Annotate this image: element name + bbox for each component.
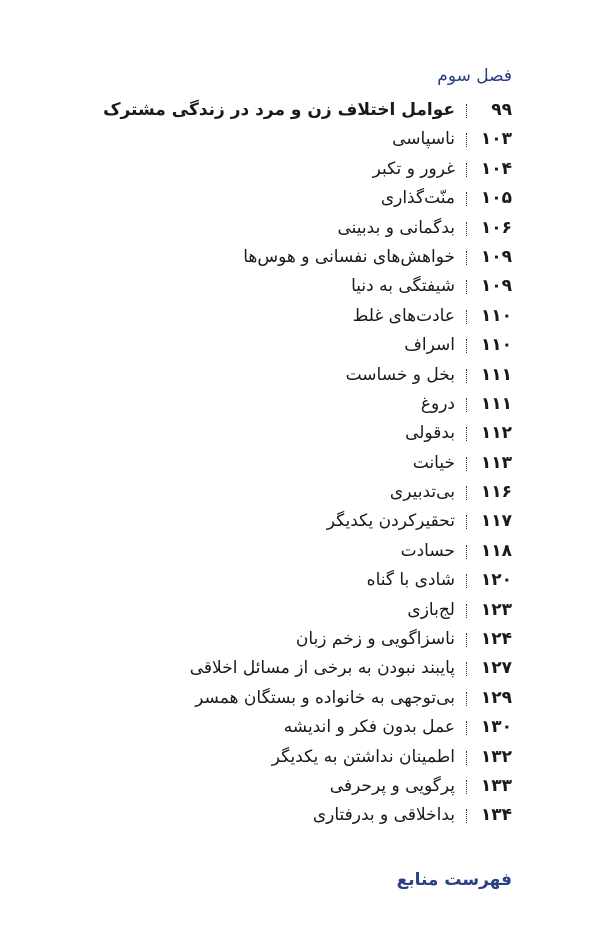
toc-entry-separator [466,545,467,559]
toc-entry-title: لج‌بازی [407,599,455,620]
toc-entry-separator [466,780,467,794]
toc-entry [0,331,600,360]
toc-entry-title: شادی با گناه [366,570,455,591]
toc-entry-title: بی‌تدبیری [389,482,455,503]
toc-entry-title: بدقولی [405,423,455,444]
toc-entry [0,184,600,213]
toc-entry [0,507,600,536]
toc-entry-title: بداخلاقی و بدرفتاری [312,805,455,826]
toc-entry-separator [466,721,467,735]
toc-entry-title: عمل بدون فکر و اندیشه [283,717,455,738]
toc-entry-page-number: ۱۲۴ [480,629,512,650]
toc-entry-page-number: ۱۰۹ [480,276,512,297]
toc-entry-separator [466,369,467,383]
toc-entry [0,772,600,801]
toc-entry [0,566,600,595]
toc-entry [0,243,600,272]
toc-entry-separator [466,251,467,265]
toc-entry [0,478,600,507]
toc-entry [0,654,600,683]
toc-entry-page-number: ۱۱۶ [480,482,512,503]
toc-entry-title: اطمینان نداشتن به یکدیگر [271,746,455,767]
toc-list [0,96,600,831]
toc-entry-title: عادت‌های غلط [352,305,455,326]
toc-entry-page-number: ۱۰۹ [480,246,512,267]
toc-entry [0,96,600,125]
toc-entry-page-number: ۱۰۴ [480,158,512,179]
toc-entry-separator [466,809,467,823]
toc-entry-title: خواهش‌های نفسانی و هوس‌ها [243,246,455,267]
toc-entry-page-number: ۱۱۷ [480,511,512,532]
toc-entry-title: شیفتگی به دنیا [351,276,455,297]
toc-entry [0,449,600,478]
toc-entry-separator [466,280,467,294]
toc-entry-page-number: ۱۳۰ [480,717,512,738]
toc-entry [0,361,600,390]
toc-entry-separator [466,133,467,147]
toc-entry-page-number: ۱۰۶ [480,217,512,238]
toc-entry-page-number: ۱۳۳ [480,775,512,796]
toc-entry [0,155,600,184]
toc-entry-separator [466,163,467,177]
toc-entry-separator [466,633,467,647]
chapter-heading: فصل سوم [437,66,512,86]
toc-entry-title: بی‌توجهی به خانواده و بستگان همسر [195,687,455,708]
toc-entry [0,419,600,448]
toc-entry-page-number: ۱۲۳ [480,599,512,620]
toc-entry-separator [466,222,467,236]
toc-entry-page-number: ۱۰۵ [480,188,512,209]
toc-entry-page-number: ۱۱۱ [480,393,512,414]
toc-entry-title: بدگمانی و بدبینی [337,217,455,238]
toc-entry-separator [466,692,467,706]
toc-entry-page-number: ۱۲۰ [480,570,512,591]
toc-entry-page-number: ۱۱۱ [480,364,512,385]
toc-entry-separator [466,662,467,676]
toc-entry-page-number: ۱۲۹ [480,687,512,708]
toc-entry-title: ناسپاسی [392,129,455,150]
toc-entry-page-number: ۱۱۰ [480,305,512,326]
toc-entry-separator [466,604,467,618]
toc-entry [0,390,600,419]
toc-entry-separator [466,515,467,529]
toc-entry-page-number: ۱۰۳ [480,129,512,150]
toc-entry-page-number: ۱۱۰ [480,335,512,356]
toc-entry-title: غرور و تکبر [372,158,455,179]
toc-entry-separator [466,339,467,353]
toc-entry-title: ناسزاگویی و زخم زبان [295,629,455,650]
toc-entry-separator [466,751,467,765]
toc-entry [0,625,600,654]
toc-entry-title: حسادت [400,540,455,561]
toc-entry-title: عوامل اختلاف زن و مرد در زندگی مشترک [103,100,455,120]
toc-entry-title: دروغ [420,393,455,414]
toc-entry-title: بخل و خساست [345,364,455,385]
toc-entry-separator [466,427,467,441]
toc-entry [0,801,600,830]
toc-entry [0,684,600,713]
toc-entry [0,537,600,566]
toc-entry-page-number: ۱۱۳ [480,452,512,473]
toc-entry-separator [466,104,467,118]
toc-entry-title: خیانت [412,452,455,473]
toc-entry-title: پایبند نبودن به برخی از مسائل اخلاقی [189,658,455,679]
toc-entry-title: منّت‌گذاری [380,188,455,209]
toc-entry [0,214,600,243]
toc-entry [0,302,600,331]
toc-entry-title: تحقیرکردن یکدیگر [326,511,455,532]
toc-entry-separator [466,457,467,471]
toc-entry [0,596,600,625]
toc-entry-title: پرگویی و پرحرفی [329,775,455,796]
sources-heading: فهرست منابع [396,870,512,890]
toc-entry [0,713,600,742]
toc-entry-separator [466,192,467,206]
toc-entry-page-number: ۱۳۴ [480,805,512,826]
toc-entry-separator [466,310,467,324]
toc-entry-page-number: ۱۱۲ [480,423,512,444]
toc-entry [0,743,600,772]
toc-entry [0,125,600,154]
toc-entry-page-number: ۱۲۷ [480,658,512,679]
toc-entry-page-number: ۱۱۸ [480,540,512,561]
toc-entry [0,272,600,301]
toc-entry-separator [466,486,467,500]
toc-entry-page-number: ۱۳۲ [480,746,512,767]
toc-entry-title: اسراف [404,335,455,356]
toc-entry-separator [466,574,467,588]
toc-entry-separator [466,398,467,412]
toc-entry-page-number: ۹۹ [491,100,512,120]
